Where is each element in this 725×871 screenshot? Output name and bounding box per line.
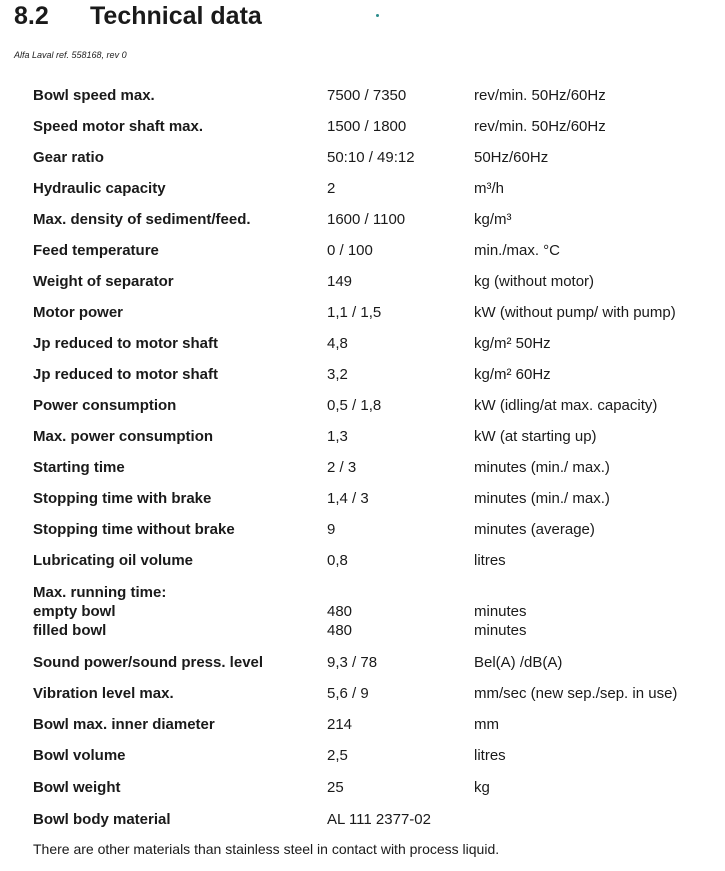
spec-unit: kg/m³ <box>474 211 512 228</box>
spec-unit: minutes (min./ max.) <box>474 459 610 476</box>
spec-label: Jp reduced to motor shaft <box>33 335 219 352</box>
spec-unit: mm <box>474 716 499 733</box>
spec-value: 480 <box>327 622 353 639</box>
section-number: 8.2 <box>14 2 49 30</box>
spec-label: Lubricating oil volume <box>33 552 194 569</box>
spec-label: Starting time <box>33 459 125 476</box>
spec-value: 0 / 100 <box>327 242 373 259</box>
spec-value: 2 <box>327 180 336 197</box>
spec-unit: kW (without pump/ with pump) <box>474 304 676 321</box>
spec-label: Bowl body material <box>33 811 171 828</box>
spec-unit: kg <box>474 779 490 796</box>
spec-label: Weight of separator <box>33 273 174 290</box>
spec-unit: minutes (average) <box>474 521 595 538</box>
spec-value: 25 <box>327 779 344 796</box>
spec-unit: 50Hz/60Hz <box>474 149 549 166</box>
spec-value: 3,2 <box>327 366 348 383</box>
spec-unit: litres <box>474 552 506 569</box>
spec-value: 2 / 3 <box>327 459 357 476</box>
spec-unit: kW (idling/at max. capacity) <box>474 397 658 414</box>
spec-unit: kg/m² 60Hz <box>474 366 551 383</box>
spec-unit: m³/h <box>474 180 504 197</box>
spec-unit: kg/m² 50Hz <box>474 335 551 352</box>
spec-unit: rev/min. 50Hz/60Hz <box>474 87 606 104</box>
spec-value: 0,5 / 1,8 <box>327 397 382 414</box>
spec-value: 0,8 <box>327 552 348 569</box>
spec-label: Max. running time: <box>33 584 167 601</box>
section-heading <box>14 2 262 38</box>
document-reference: Alfa Laval ref. 558168, rev 0 <box>14 50 127 60</box>
spec-value: 5,6 / 9 <box>327 685 369 702</box>
spec-value: 7500 / 7350 <box>327 87 407 104</box>
spec-label: Stopping time with brake <box>33 490 212 507</box>
spec-unit: kg (without motor) <box>474 273 595 290</box>
spec-value: 2,5 <box>327 747 348 764</box>
spec-label: Bowl weight <box>33 779 121 796</box>
spec-unit: mm/sec (new sep./sep. in use) <box>474 685 678 702</box>
spec-value: 1,1 / 1,5 <box>327 304 382 321</box>
spec-value: 1600 / 1100 <box>327 211 406 228</box>
spec-label: Speed motor shaft max. <box>33 118 204 135</box>
spec-unit: Bel(A) /dB(A) <box>474 654 563 671</box>
spec-label: Stopping time without brake <box>33 521 235 538</box>
spec-label: Max. density of sediment/feed. <box>33 211 251 228</box>
spec-value: 50:10 / 49:12 <box>327 149 415 166</box>
spec-value: 9,3 / 78 <box>327 654 378 671</box>
footnote: There are other materials than stainless steel in contact with process liquid. <box>33 841 500 857</box>
spec-value: AL 111 2377-02 <box>327 811 431 828</box>
spec-label: Motor power <box>33 304 123 321</box>
spec-unit: kW (at starting up) <box>474 428 597 445</box>
spec-label: Bowl volume <box>33 747 126 764</box>
spec-value: 214 <box>327 716 353 733</box>
spec-label: Power consumption <box>33 397 177 414</box>
spec-label: Feed temperature <box>33 242 159 259</box>
spec-unit: minutes (min./ max.) <box>474 490 610 507</box>
spec-label: Vibration level max. <box>33 685 174 702</box>
spec-unit: litres <box>474 747 506 764</box>
spec-label: Bowl max. inner diameter <box>33 716 215 733</box>
spec-label: filled bowl <box>33 622 107 639</box>
spec-label: Sound power/sound press. level <box>33 654 264 671</box>
spec-value: 480 <box>327 603 353 620</box>
spec-value: 1,4 / 3 <box>327 490 369 507</box>
spec-unit: rev/min. 50Hz/60Hz <box>474 118 606 135</box>
spec-label: Gear ratio <box>33 149 104 166</box>
spec-label: Hydraulic capacity <box>33 180 166 197</box>
spec-value: 4,8 <box>327 335 348 352</box>
spec-value: 1,3 <box>327 428 348 445</box>
spec-label: Jp reduced to motor shaft <box>33 366 219 383</box>
spec-value: 149 <box>327 273 353 290</box>
spec-label: empty bowl <box>33 603 116 620</box>
spec-unit: minutes <box>474 603 527 620</box>
scan-speck <box>376 14 379 17</box>
spec-label: Max. power consumption <box>33 428 214 445</box>
spec-value: 1500 / 1800 <box>327 118 407 135</box>
spec-unit: minutes <box>474 622 527 639</box>
spec-label: Bowl speed max. <box>33 87 155 104</box>
spec-value: 9 <box>327 521 336 538</box>
section-title: Technical data <box>90 2 262 30</box>
spec-unit: min./max. °C <box>474 242 561 259</box>
